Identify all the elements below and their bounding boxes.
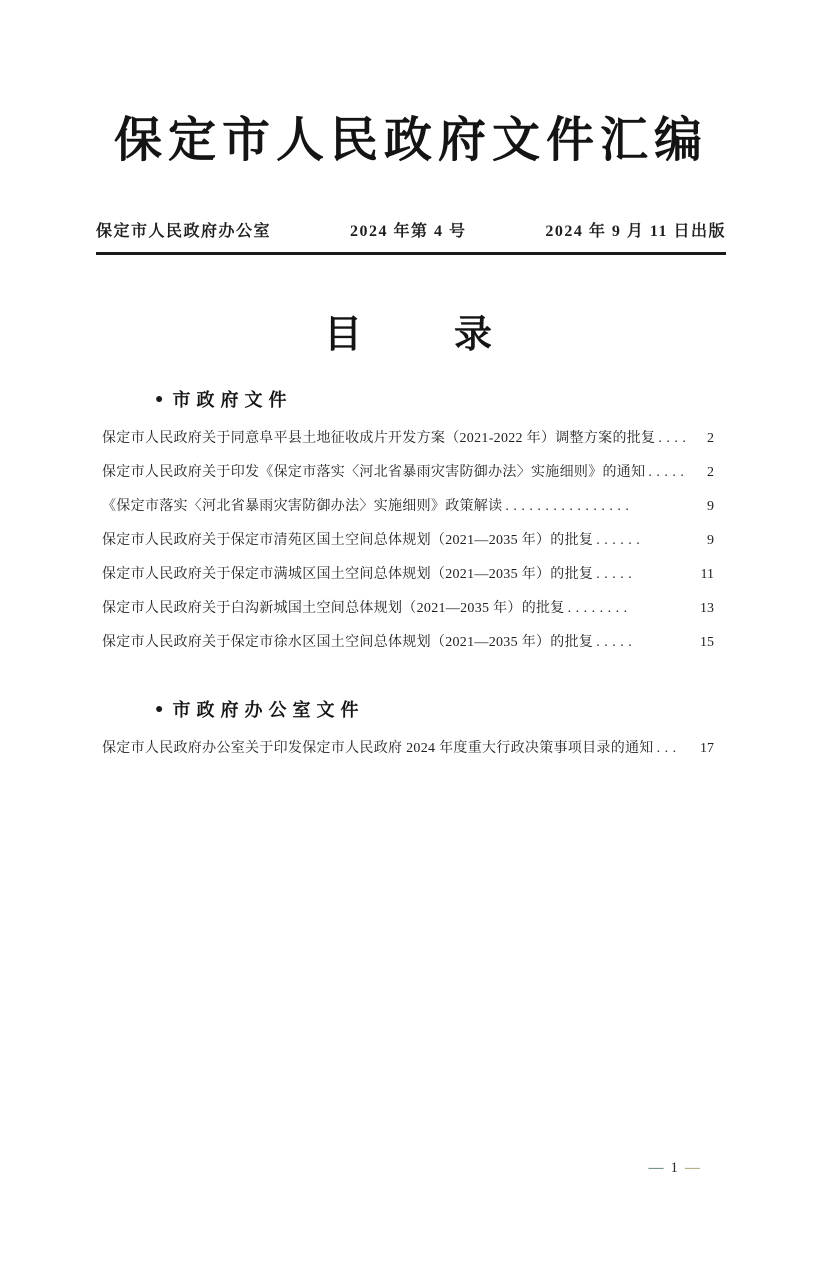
footer-page-number: 1 xyxy=(670,1160,678,1176)
toc-entry xyxy=(102,524,714,558)
entry-page-number: 17 xyxy=(700,741,714,756)
scanned-document-page xyxy=(0,112,816,1265)
entry-page-number: 11 xyxy=(700,567,714,582)
section-header-government-documents xyxy=(155,390,726,410)
entry-page-number: 2 xyxy=(707,465,714,480)
bullet-icon: ● xyxy=(155,702,164,717)
toc-entry-list xyxy=(102,732,714,766)
toc-entry xyxy=(102,456,714,490)
section-label: 市政府办公室文件 xyxy=(172,700,365,720)
issuing-office: 保定市人民政府办公室 xyxy=(96,223,272,240)
publish-date: 2024 年 9 月 11 日出版 xyxy=(545,223,726,240)
footer-dash-left: — xyxy=(648,1160,664,1176)
entry-title: 保定市人民政府关于同意阜平县土地征收成片开发方案（2021-2022 年）调整方案的批复 xyxy=(102,431,656,446)
toc-heading-char-1: 目 xyxy=(323,314,362,356)
dot-leader: ..... xyxy=(648,465,689,480)
toc-entry xyxy=(102,422,714,456)
entry-page-number: 9 xyxy=(707,499,714,514)
toc-heading xyxy=(0,315,816,355)
section-label: 市政府文件 xyxy=(172,390,293,410)
dot-leader: ................ xyxy=(505,499,634,514)
issue-number: 2024 年第 4 号 xyxy=(349,223,467,240)
toc-entry xyxy=(102,626,714,660)
dot-leader: ...... xyxy=(596,533,645,548)
bullet-icon: ● xyxy=(155,392,164,407)
entry-title: 保定市人民政府关于保定市满城区国土空间总体规划（2021—2035 年）的批复 xyxy=(102,567,594,582)
toc-entry xyxy=(102,490,714,524)
page-title: 保定市人民政府文件汇编 xyxy=(113,114,708,167)
dot-leader: ..... xyxy=(596,635,637,650)
section-header-office-documents xyxy=(155,700,726,720)
entry-title: 《保定市落实〈河北省暴雨灾害防御办法〉实施细则》政策解读 xyxy=(102,499,503,514)
entry-title: 保定市人民政府办公室关于印发保定市人民政府 2024 年度重大行政决策事项目录的通知 xyxy=(102,741,654,756)
entry-page-number: 13 xyxy=(700,601,714,616)
dot-leader: ... xyxy=(656,741,681,756)
page-footer xyxy=(649,1160,701,1176)
entry-page-number: 15 xyxy=(700,635,714,650)
entry-title: 保定市人民政府关于保定市徐水区国土空间总体规划（2021—2035 年）的批复 xyxy=(102,635,594,650)
entry-title: 保定市人民政府关于白沟新城国土空间总体规划（2021—2035 年）的批复 xyxy=(102,601,565,616)
entry-title: 保定市人民政府关于保定市清苑区国土空间总体规划（2021—2035 年）的批复 xyxy=(102,533,594,548)
entry-page-number: 9 xyxy=(707,533,714,548)
masthead xyxy=(96,222,726,255)
dot-leader: ........ xyxy=(567,601,632,616)
toc-entry xyxy=(102,558,714,592)
toc-entry-list xyxy=(102,422,714,660)
toc-entry xyxy=(102,592,714,626)
dot-leader: ..... xyxy=(596,567,637,582)
toc-entry xyxy=(102,732,714,766)
entry-page-number: 2 xyxy=(707,431,714,446)
toc-content xyxy=(96,390,726,766)
entry-title: 保定市人民政府关于印发《保定市落实〈河北省暴雨灾害防御办法〉实施细则》的通知 xyxy=(102,465,646,480)
footer-dash-right: — xyxy=(685,1160,700,1176)
toc-heading-char-2: 录 xyxy=(454,314,493,356)
dot-leader: .... xyxy=(658,431,691,446)
